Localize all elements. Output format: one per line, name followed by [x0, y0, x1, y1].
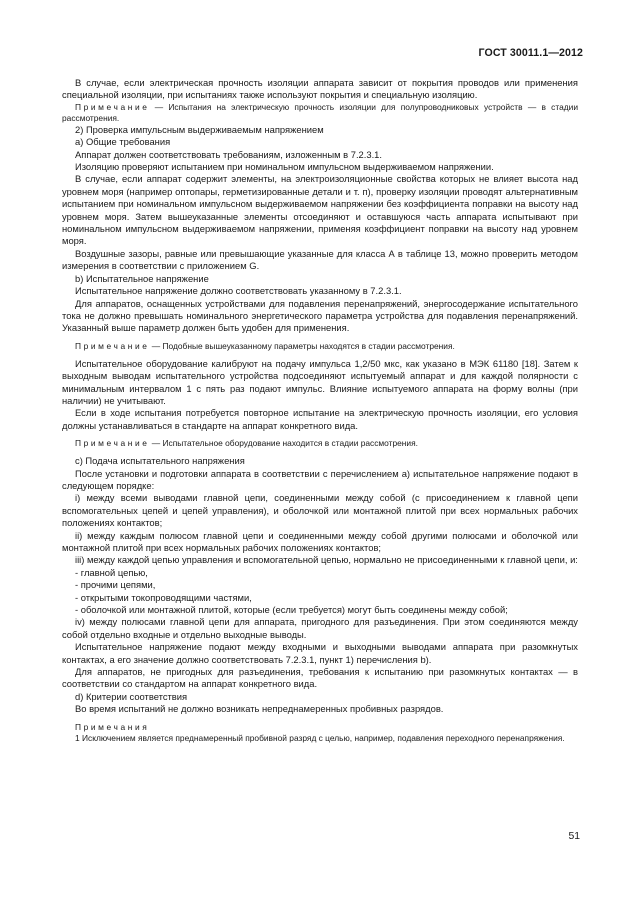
subsection-heading: d) Критерии соответствия — [75, 690, 188, 702]
subsection-heading: c) Подача испытательного напряжения — [75, 455, 245, 467]
list-item: - открытыми токопроводящими частями, — [75, 591, 252, 603]
note — [62, 102, 578, 124]
section-heading: 2) Проверка импульсным выдерживаемым напряжением — [75, 123, 324, 135]
note-text: — Испытательное оборудование находится в стадии рассмотрения. — [149, 438, 418, 449]
paragraph: Испытательное напряжение должно соответствовать указанному в 7.2.3.1. — [75, 285, 402, 297]
note-label: Примечание — [75, 438, 150, 449]
list-item: iv) между полюсами главной цепи для аппарата, пригодного для разъединения. При этом соединяются между собой отдельно входные и отдельно выходные выводы. — [62, 616, 578, 640]
paragraph: Во время испытаний не должно возникать непреднамеренных пробивных разрядов. — [75, 703, 444, 715]
paragraph: Испытательное напряжение подают между входными и выходными выводами аппарата при разомкнутых контактах, а его значение должно соответствовать 7.2.3.1, пункт 1) перечисления b). — [62, 641, 578, 665]
paragraph: В случае, если электрическая прочность изоляции аппарата зависит от покрытия проводов или применения специальной изоляции, при испытаниях также используют покрытия и специальную изоляцию. — [62, 77, 578, 101]
note-label: Примечание — [75, 101, 150, 112]
note — [62, 438, 578, 449]
paragraph: Испытательное оборудование калибруют на подачу импульса 1,2/50 мкс, как указано в МЭК 61180 [18]. Затем к выходным выводам испытательного устройства подсоединяют испытуемый аппарат и для каждой полярности с минимальным интервалом 1 с пять раз подают импульс. Влияние испытуемого аппарата на форму волны (при наличии) не учитывают. — [62, 357, 578, 406]
notes-heading: Примечания — [75, 721, 150, 732]
paragraph: Воздушные зазоры, равные или превышающие указанные для класса А в таблице 13, можно проверить методом измерения в соответствии с приложением G. — [62, 247, 578, 272]
subsection-heading: b) Испытательное напряжение — [75, 272, 209, 284]
paragraph: После установки и подготовки аппарата в соответствии с перечислением а) испытательное напряжение подают в следующем порядке: — [62, 467, 578, 491]
paragraph: В случае, если аппарат содержит элементы, на электроизоляционные свойства которых не влияет высота над уровнем моря (например оптопары, герметизированные детали и т. п), проверку изоляции проводят альтернативным испытанием при номинальном импульсном выдерживаемом напряжении без коэффициента поправки на высоту над уровнем моря. Затем вышеуказанные элементы отсоединяют и оставшуюся часть аппарата испытывают при номинальном импульсном выдерживаемом напряжении, применяя коэффициент поправки на высоту над уровнем моря. — [62, 173, 578, 247]
list-item: - оболочкой или монтажной плитой, которые (если требуется) могут быть соединены между собой; — [75, 604, 508, 616]
paragraph: Изоляцию проверяют испытанием при номинальном импульсном выдерживаемом напряжении. — [75, 161, 494, 173]
note-text: — Испытания на электрическую прочность изоляции для полупроводниковых устройств — в стадии рассмотрения. — [62, 101, 578, 123]
note — [62, 341, 578, 352]
list-item: iii) между каждой цепью управления и вспомогательной цепью, нормально не присоединенными к главной цепи, и: — [75, 554, 578, 566]
note-label: Примечание — [75, 340, 150, 351]
list-item: - главной цепью, — [75, 566, 148, 578]
paragraph: Аппарат должен соответствовать требованиям, изложенным в 7.2.3.1. — [75, 148, 383, 160]
paragraph: Для аппаратов, не пригодных для разъединения, требования к испытанию при разомкнутых контактах — в соответствии со стандартом на аппарат конкретного вида. — [62, 666, 578, 690]
subsection-heading: a) Общие требования — [75, 136, 171, 148]
note-text: — Подобные вышеуказанному параметры находятся в стадии рассмотрения. — [149, 340, 455, 351]
list-item: - прочими цепями, — [75, 579, 156, 591]
note: 1 Исключением является преднамеренный пробивной разряд с целью, например, подавления переходного перенапряжения. — [75, 732, 565, 743]
paragraph: Если в ходе испытания потребуется повторное испытание на электрическую прочность изоляции, его условия должны устанавливаться в стандарте на аппарат конкретного вида. — [62, 407, 578, 431]
document-body — [62, 77, 578, 744]
standard-header: ГОСТ 30011.1—2012 — [478, 47, 583, 59]
page-number: 51 — [568, 831, 580, 842]
list-item: i) между всеми выводами главной цепи, соединенными между собой (с присоединением к главной цепи вспомогательных цепей и цепей управления), и оболочкой или монтажной плитой при всех нормальных рабочих положениях контактов; — [62, 492, 578, 529]
paragraph: Для аппаратов, оснащенных устройствами для подавления перенапряжений, энергосодержание испытательного тока не должно превышать номинального энергетического параметра устройства для подавления перенапряжений. Указанный выше параметр должен быть удобен для применения. — [62, 297, 578, 334]
list-item: ii) между каждым полюсом главной цепи и соединенными между собой другими полюсами и оболочкой или монтажной плитой при всех нормальных рабочих положениях контактов; — [62, 529, 578, 553]
